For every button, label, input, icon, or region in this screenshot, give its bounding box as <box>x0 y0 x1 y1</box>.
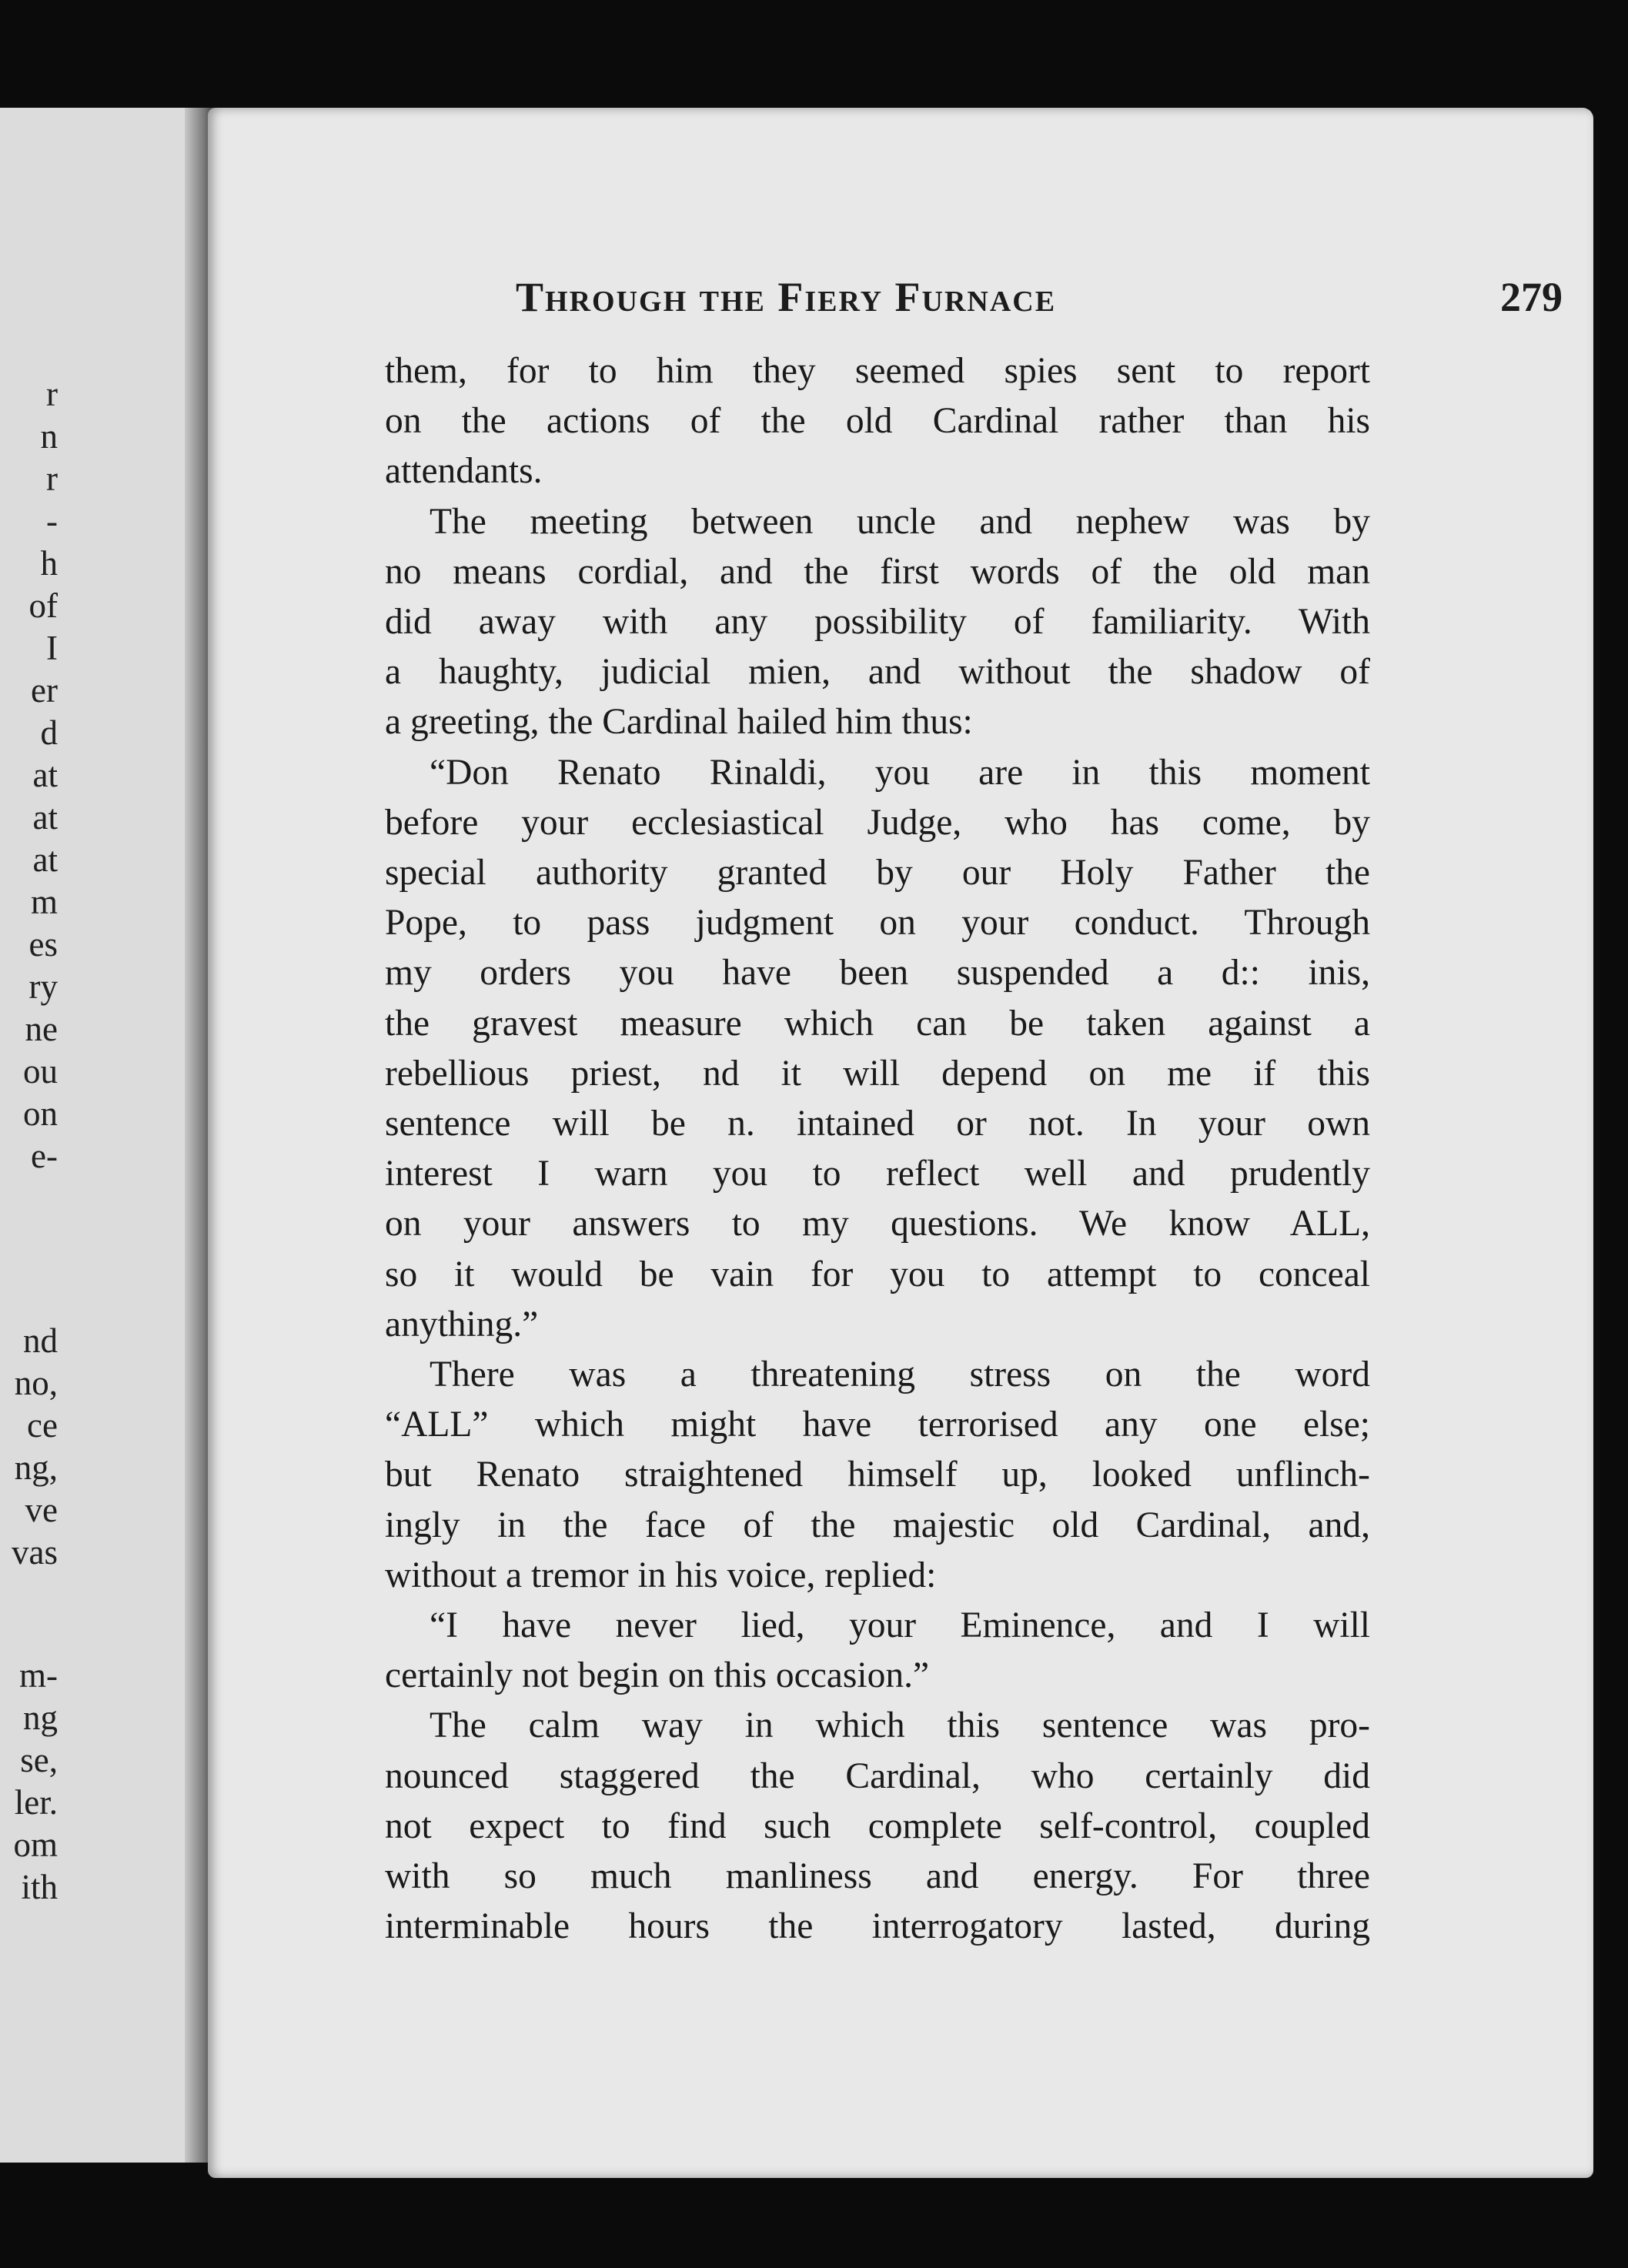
text-line: anything.” <box>385 1304 539 1344</box>
running-head-title: Through the Fiery Furnace <box>516 274 1057 320</box>
text-line: The calm way in which this sentence was pro- <box>430 1705 1370 1746</box>
facing-page-fragment: d <box>40 713 58 752</box>
text-line: with so much manliness and energy. For three <box>385 1856 1370 1897</box>
facing-page-fragment: e- <box>31 1137 58 1175</box>
facing-page-fragment: es <box>28 925 58 964</box>
text-line: ingly in the face of the majestic old Cardinal, and, <box>385 1505 1370 1545</box>
text-line: “ALL” which might have terrorised any one else; <box>385 1405 1370 1445</box>
text-line: rebellious priest, nd it will depend on me if this <box>385 1053 1370 1094</box>
facing-page-fragment: no, <box>14 1364 58 1402</box>
facing-page-fragment: - <box>46 502 58 540</box>
text-line: a greeting, the Cardinal hailed him thus: <box>385 702 973 743</box>
facing-page-fragment: ne <box>25 1010 58 1048</box>
facing-page-fragment: at <box>32 840 58 879</box>
facing-page-fragment: ry <box>28 967 58 1006</box>
facing-page-fragment: ce <box>27 1406 58 1445</box>
text-line: interminable hours the interrogatory lasted, during <box>385 1906 1370 1947</box>
text-line: on the actions of the old Cardinal rather than his <box>385 401 1370 442</box>
facing-page-fragment: r <box>46 375 58 413</box>
text-line: not expect to find such complete self-control, coupled <box>385 1805 1370 1846</box>
facing-page-fragment: m <box>30 883 58 921</box>
text-line: the gravest measure which can be taken against a <box>385 1003 1370 1044</box>
text-line: certainly not begin on this occasion.” <box>385 1655 930 1696</box>
facing-page-fragment: h <box>40 544 58 583</box>
text-line: Pope, to pass judgment on your conduct. Through <box>385 903 1370 944</box>
running-head <box>516 273 1563 321</box>
facing-page-fragment: se, <box>20 1741 58 1779</box>
text-line: “I have never lied, your Eminence, and I will <box>430 1605 1370 1646</box>
text-line: them, for to him they seemed spies sent to report <box>385 351 1370 391</box>
facing-page-fragment: ng <box>23 1698 58 1737</box>
facing-page-fragment: n <box>40 417 58 456</box>
text-line: before your ecclesiastical Judge, who has come, by <box>385 802 1370 843</box>
text-line: special authority granted by our Holy Father the <box>385 853 1370 894</box>
facing-page-fragment: at <box>32 756 58 794</box>
text-line: a haughty, judicial mien, and without the shadow of <box>385 652 1370 693</box>
facing-page-fragment: ve <box>25 1491 58 1529</box>
facing-page-fragment: m- <box>19 1656 58 1695</box>
facing-page-fragment: nd <box>23 1321 58 1360</box>
facing-page-fragment: vas <box>12 1533 58 1572</box>
facing-page-fragment: ler. <box>14 1783 58 1822</box>
facing-page-fragment: ng, <box>14 1448 58 1487</box>
text-line: my orders you have been suspended a d:: inis, <box>385 953 1370 994</box>
facing-page-fragment: om <box>13 1825 58 1864</box>
text-line: There was a threatening stress on the word <box>430 1354 1370 1395</box>
text-line: The meeting between uncle and nephew was by <box>430 501 1370 542</box>
facing-page-fragment: of <box>28 586 58 625</box>
facing-page <box>0 108 210 2163</box>
facing-page-fragment: I <box>46 629 58 667</box>
text-line: attendants. <box>385 451 543 492</box>
facing-page-fragment: er <box>31 671 58 710</box>
text-line: on your answers to my questions. We know ALL, <box>385 1204 1370 1244</box>
text-line: nounced staggered the Cardinal, who certainly did <box>385 1755 1370 1796</box>
text-line: no means cordial, and the first words of the old man <box>385 551 1370 592</box>
facing-page-fragment: on <box>23 1094 58 1133</box>
book-page <box>208 108 1593 2178</box>
facing-page-fragment: ith <box>21 1868 58 1906</box>
body-text <box>385 346 1370 1952</box>
facing-page-fragment: at <box>32 798 58 837</box>
text-line: without a tremor in his voice, replied: <box>385 1555 937 1595</box>
text-line: but Renato straightened himself up, looked unflinch- <box>385 1455 1370 1495</box>
text-line: sentence will be n. intained or not. In your own <box>385 1104 1370 1144</box>
facing-page-fragment: ou <box>23 1052 58 1091</box>
text-line: “Don Renato Rinaldi, you are in this moment <box>430 752 1370 793</box>
text-line: so it would be vain for you to attempt to conceal <box>385 1254 1370 1294</box>
text-line: interest I warn you to reflect well and prudently <box>385 1154 1370 1194</box>
text-line: did away with any possibility of familiarity. With <box>385 602 1370 643</box>
facing-page-fragment: r <box>46 459 58 498</box>
page-number: 279 <box>1500 274 1563 320</box>
